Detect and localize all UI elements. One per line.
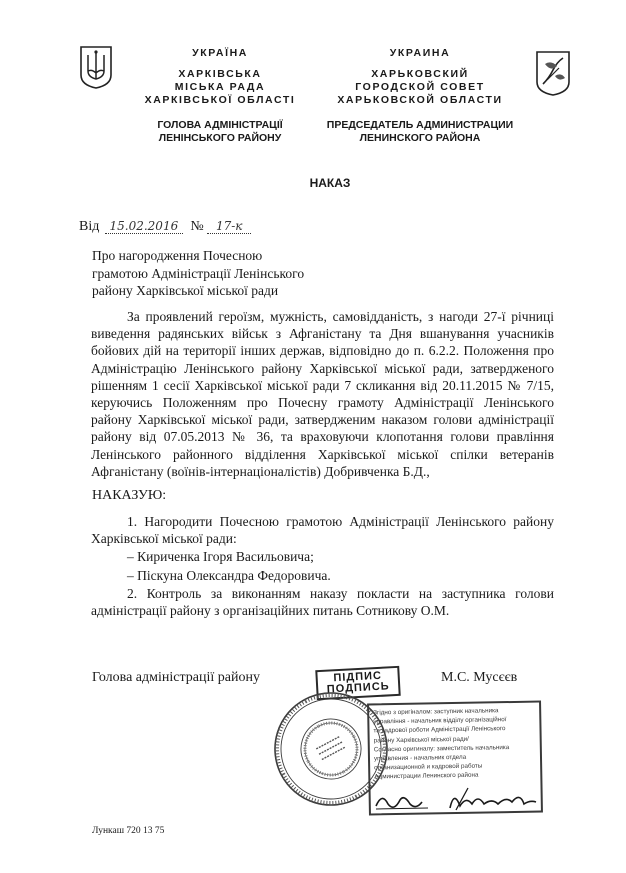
header-left xyxy=(130,47,310,145)
recipient: – Піскуна Олександра Федоровича. xyxy=(127,568,331,584)
preamble xyxy=(91,308,554,480)
number-value: 17-к xyxy=(207,219,251,234)
preamble-line: району Харківської міської ради, затвердженим наказом голови адміністрації xyxy=(91,412,554,428)
country-ru: УКРАИНА xyxy=(389,47,451,59)
preamble-line: району від 07.05.2013 № 36, та враховуючи клопотання голови правління xyxy=(91,429,554,445)
copy-stamp-line: управления - начальник отдела xyxy=(373,753,467,763)
item-2-line: 2. Контроль за виконанням наказу покласти на заступника голови xyxy=(127,586,554,601)
council-line-ru-3: ХАРЬКОВСКОЙ ОБЛАСТИ xyxy=(337,94,503,106)
council-line-ru-2: ГОРОДСКОЙ СОВЕТ xyxy=(355,81,485,93)
item-2 xyxy=(91,585,554,619)
copy-stamp-line: та кадрової роботи Адміністрації Ленінського xyxy=(373,725,506,735)
preamble-line: керуючись Положенням про Почесну грамоту Адміністрації Ленінського xyxy=(91,395,554,411)
preamble-line: Ленінського районного відділення Харківської міської спілки ветеранів xyxy=(91,446,554,462)
recipient: – Кириченка Ігоря Васильовича; xyxy=(127,549,314,565)
preamble-line: бойових дій на території інших держав, відповідно до п. 6.2.2. Положення про xyxy=(91,343,554,359)
signature-position: Голова адміністрації району xyxy=(92,670,260,685)
head-line-ru-2: ЛЕНИНСКОГО РАЙОНА xyxy=(359,132,481,144)
preamble-line: рішенням 1 сесії Харківської міської ради 7 скликання від 20.11.2015 № 7/15, xyxy=(91,377,554,393)
stamp-word-ru: ПОДПИСЬ xyxy=(326,680,390,696)
council-line-3: ХАРКІВСЬКОЇ ОБЛАСТІ xyxy=(144,94,296,106)
coat-of-arms-ukraine-icon xyxy=(79,45,113,89)
item-1 xyxy=(91,513,554,585)
stamp-word-ua: ПІДПИС xyxy=(333,669,383,685)
head-line-1: ГОЛОВА АДМІНІСТРАЦІЇ xyxy=(157,119,283,131)
date-value: 15.02.2016 xyxy=(105,219,183,234)
country-ua: УКРАЇНА xyxy=(192,47,248,59)
subject-line: району Харківської міської ради xyxy=(92,283,279,298)
copy-stamp-line: району Харківської міської ради/ xyxy=(373,735,469,745)
copy-stamp-line: Администрации Ленинского района xyxy=(374,772,479,781)
copy-stamp-line: Согласно оригиналу: заместитель начальника xyxy=(373,743,510,754)
council-line-ru-1: ХАРЬКОВСКИЙ xyxy=(371,68,469,80)
preamble-line: За проявлений героїзм, мужність, самовідданість, з нагоди 27-ї річниці xyxy=(127,309,554,324)
subject-line: грамотою Адміністрації Ленінського xyxy=(92,265,305,281)
handwritten-signature-icon xyxy=(372,786,542,814)
document-title: НАКАЗ xyxy=(309,176,351,190)
head-line-ru-1: ПРЕДСЕДАТЕЛЬ АДМИНИСТРАЦИИ xyxy=(326,119,514,131)
copy-stamp-line: Згідно з оригіналом: заступник начальника xyxy=(373,707,499,717)
subject-line: Про нагородження Почесною xyxy=(92,248,263,263)
head-line-2: ЛЕНІНСЬКОГО РАЙОНУ xyxy=(158,132,282,144)
item-1-line: 1. Нагородити Почесною грамотою Адміністрації Ленінського району xyxy=(127,514,554,529)
preamble-line: Афганістану (воїнів-інтернаціоналістів) Добривченка Б.Д., xyxy=(91,463,430,479)
council-line-2: МІСЬКА РАДА xyxy=(174,81,266,93)
preamble-line: виведення радянських військ з Афганістану та Дня вшанування учасників xyxy=(91,326,554,342)
coat-of-arms-kharkiv-icon xyxy=(535,50,571,96)
footer-note: Лункаш 720 13 75 xyxy=(92,826,165,836)
number-prefix: № xyxy=(190,219,204,234)
item-1-line: Харківської міської ради: xyxy=(91,531,237,547)
date-prefix: Від xyxy=(79,219,100,234)
copy-stamp-line: управління - начальник відділу організаційної xyxy=(373,716,507,726)
copy-stamp-line: организационной и кадровой работы xyxy=(374,762,483,772)
order-line xyxy=(79,219,279,235)
preamble-line: Адміністрацію Ленінського району Харківської міської ради, затвердженого xyxy=(91,360,554,376)
item-2-line: адміністрації району з організаційних питань Сотникову О.М. xyxy=(91,603,450,619)
order-word: НАКАЗУЮ: xyxy=(92,488,167,503)
header-right xyxy=(320,47,520,145)
council-line-1: ХАРКІВСЬКА xyxy=(178,68,262,80)
signature-name: М.С. Мусєєв xyxy=(441,670,518,685)
subject xyxy=(92,247,352,300)
